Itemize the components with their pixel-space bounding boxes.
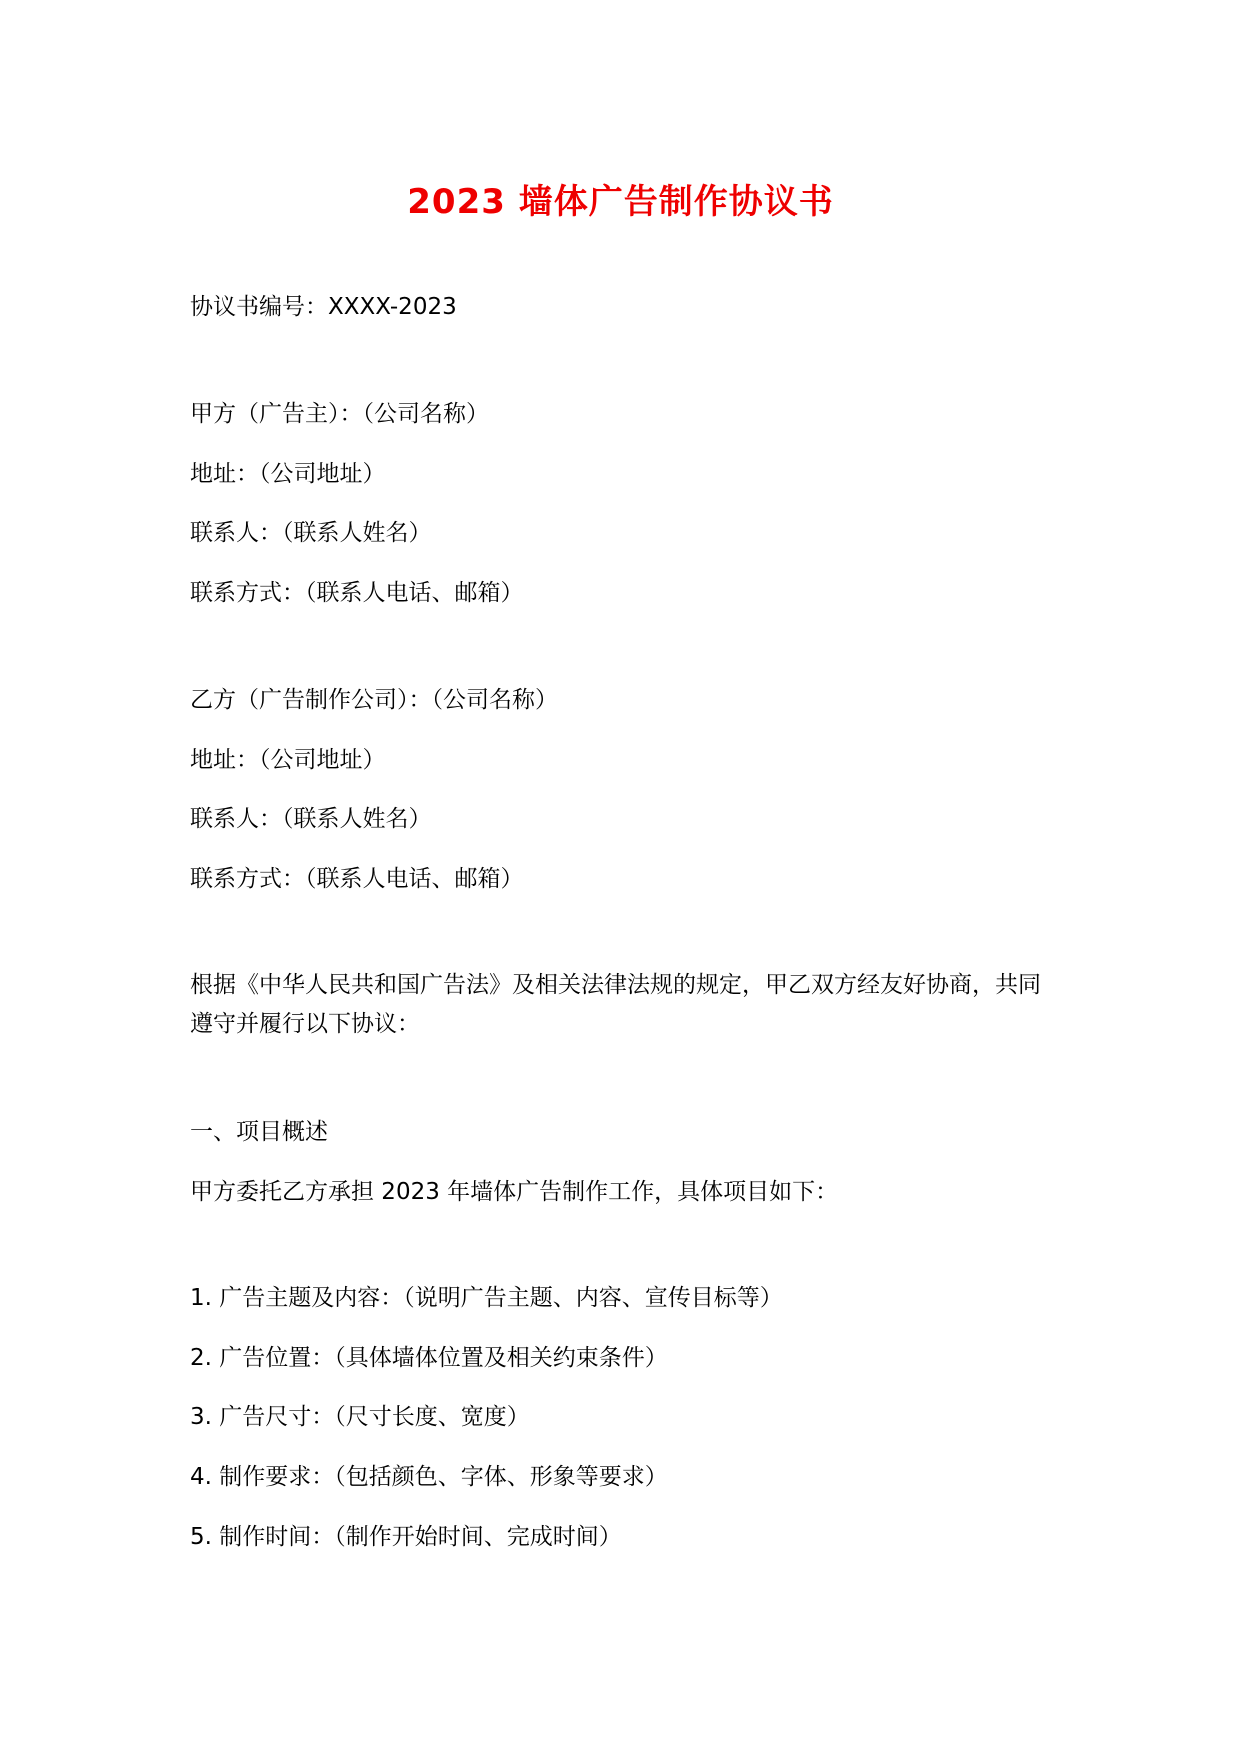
agreement-number: 协议书编号：XXXX-2023: [190, 294, 457, 320]
list-item: 5. 制作时间：（制作开始时间、完成时间）: [190, 1524, 622, 1550]
party-b-address: 地址：（公司地址）: [190, 747, 386, 773]
party-a-contact-method: 联系方式：（联系人电话、邮箱）: [190, 580, 524, 606]
section-1-intro: 甲方委托乙方承担 2023 年墙体广告制作工作，具体项目如下：: [190, 1179, 839, 1205]
list-item: 4. 制作要求：（包括颜色、字体、形象等要求）: [190, 1464, 668, 1490]
list-item: 2. 广告位置：（具体墙体位置及相关约束条件）: [190, 1345, 668, 1371]
party-b-contact: 联系人：（联系人姓名）: [190, 806, 432, 832]
preamble-line-2: 遵守并履行以下协议：: [190, 1011, 420, 1037]
preamble-line-1: 根据《中华人民共和国广告法》及相关法律法规的规定，甲乙双方经友好协商，共同: [190, 972, 1041, 998]
party-a-heading: 甲方（广告主）：（公司名称）: [190, 401, 489, 427]
party-b-contact-method: 联系方式：（联系人电话、邮箱）: [190, 866, 524, 892]
party-b-heading: 乙方（广告制作公司）：（公司名称）: [190, 687, 558, 713]
list-item: 3. 广告尺寸：（尺寸长度、宽度）: [190, 1404, 530, 1430]
section-1-heading: 一、项目概述: [190, 1119, 328, 1145]
party-a-contact: 联系人：（联系人姓名）: [190, 520, 432, 546]
list-item: 1. 广告主题及内容：（说明广告主题、内容、宣传目标等）: [190, 1285, 783, 1311]
party-a-address: 地址：（公司地址）: [190, 461, 386, 487]
document-title: 2023 墙体广告制作协议书: [407, 182, 834, 222]
